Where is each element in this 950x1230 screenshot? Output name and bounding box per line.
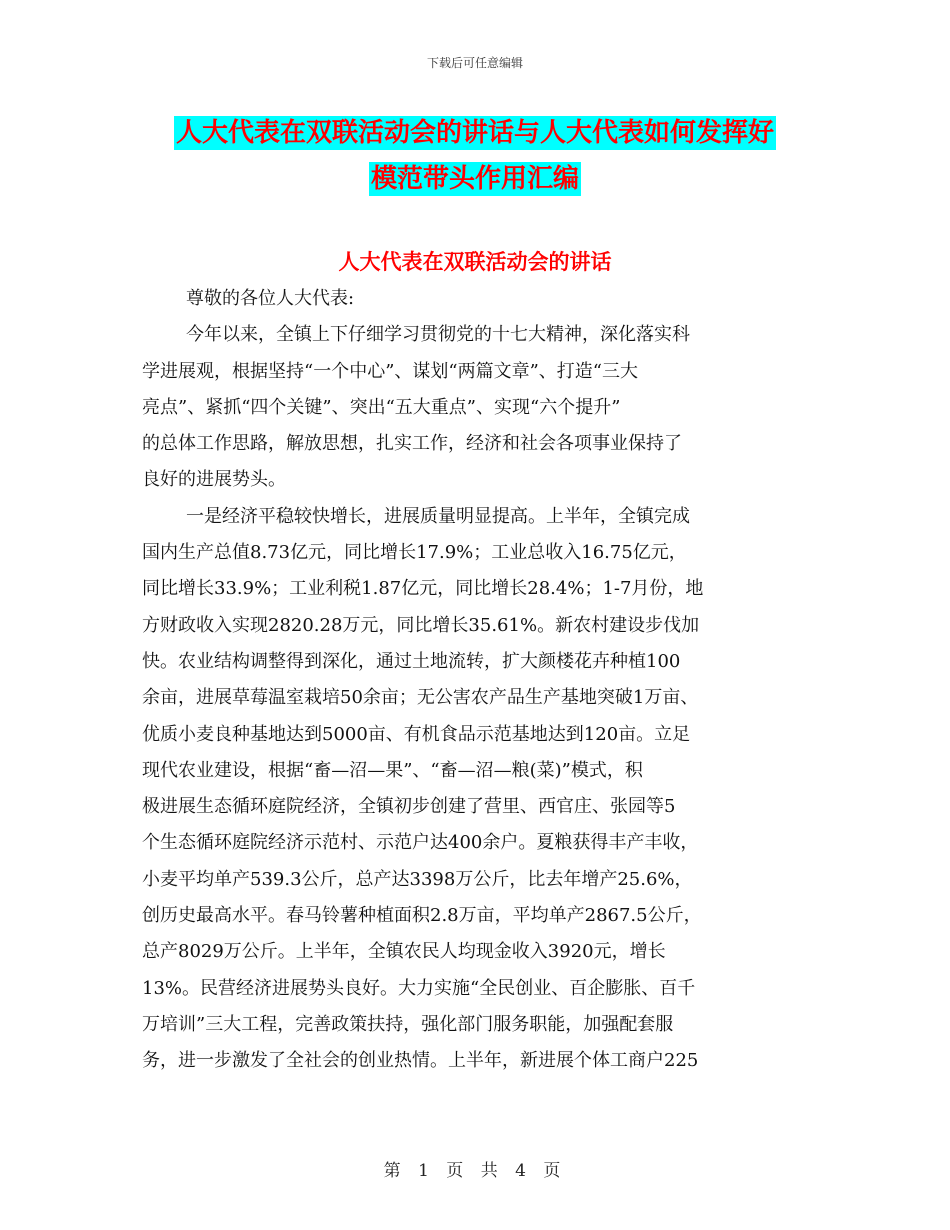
paragraph-line: 总产8029万公斤。上半年，全镇农民人均现金收入3920元，增长 — [142, 941, 666, 963]
document-title — [0, 110, 950, 202]
document-title-line-2: 模范带头作用汇编 — [370, 164, 579, 194]
salutation: 尊敬的各位人大代表: — [186, 288, 355, 309]
paragraph-line: 学进展观，根据坚持“一个中心”、谋划“两篇文章”、打造“三大 — [142, 360, 639, 382]
paragraph-line: 快。农业结构调整得到深化，通过土地流转，扩大颜楼花卉种植100 — [142, 650, 681, 672]
paragraph-line: 万培训”三大工程，完善政策扶持，强化部门服务职能，加强配套服 — [142, 1013, 674, 1035]
section-title: 人大代表在双联活动会的讲话 — [338, 250, 612, 274]
page-footer: 第 1 页 共 4 页 — [383, 1161, 567, 1181]
body-text — [142, 281, 802, 1080]
paragraph-line: 现代农业建设，根据“畜—沼—果”、“畜—沼—粮(菜)”模式，积 — [142, 759, 643, 781]
paragraph-line: 一是经济平稳较快增长，进展质量明显提高。上半年，全镇完成 — [186, 505, 690, 527]
paragraph-line: 个生态循环庭院经济示范村、示范户达400余户。夏粮获得丰产丰收， — [142, 832, 699, 854]
paragraph-line: 务，进一步激发了全社会的创业热情。上半年，新进展个体工商户225 — [142, 1050, 699, 1072]
document-title-line-1: 人大代表在双联活动会的讲话与人大代表如何发挥好 — [175, 118, 774, 148]
paragraph-line: 同比增长33.9%；工业利税1.87亿元，同比增长28.4%；1-7月份，地 — [142, 578, 704, 600]
paragraph-line: 余亩，进展草莓温室栽培50余亩；无公害农产品生产基地突破1万亩、 — [142, 687, 699, 709]
paragraph-line: 极进展生态循环庭院经济，全镇初步创建了营里、西官庄、张园等5 — [142, 796, 676, 818]
paragraph-line: 亮点”、紧抓“四个关键”、突出“五大重点”、实现“六个提升” — [142, 396, 621, 418]
paragraph-line: 方财政收入实现2820.28万元，同比增长35.61%。新农村建设步伐加 — [142, 614, 700, 636]
paragraph-line: 13%。民营经济进展势头良好。大力实施“全民创业、百企膨胀、百千 — [142, 977, 696, 999]
paragraph-line: 今年以来，全镇上下仔细学习贯彻党的十七大精神，深化落实科 — [186, 324, 690, 346]
header-note: 下载后可任意编辑 — [426, 56, 523, 70]
paragraph-line: 国内生产总值8.73亿元，同比增长17.9%；工业总收入16.75亿元， — [142, 542, 687, 564]
paragraph-line: 创历史最高水平。春马铃薯种植面积2.8万亩，平均单产2867.5公斤， — [142, 905, 702, 927]
paragraph-line: 小麦平均单产539.3公斤，总产达3398万公斤，比去年增产25.6%， — [142, 868, 693, 890]
paragraph-line: 良好的进展势头。 — [142, 469, 286, 491]
paragraph-line: 优质小麦良种基地达到5000亩、有机食品示范基地达到120亩。立足 — [142, 723, 691, 745]
paragraph-line: 的总体工作思路，解放思想，扎实工作，经济和社会各项事业保持了 — [142, 433, 682, 455]
